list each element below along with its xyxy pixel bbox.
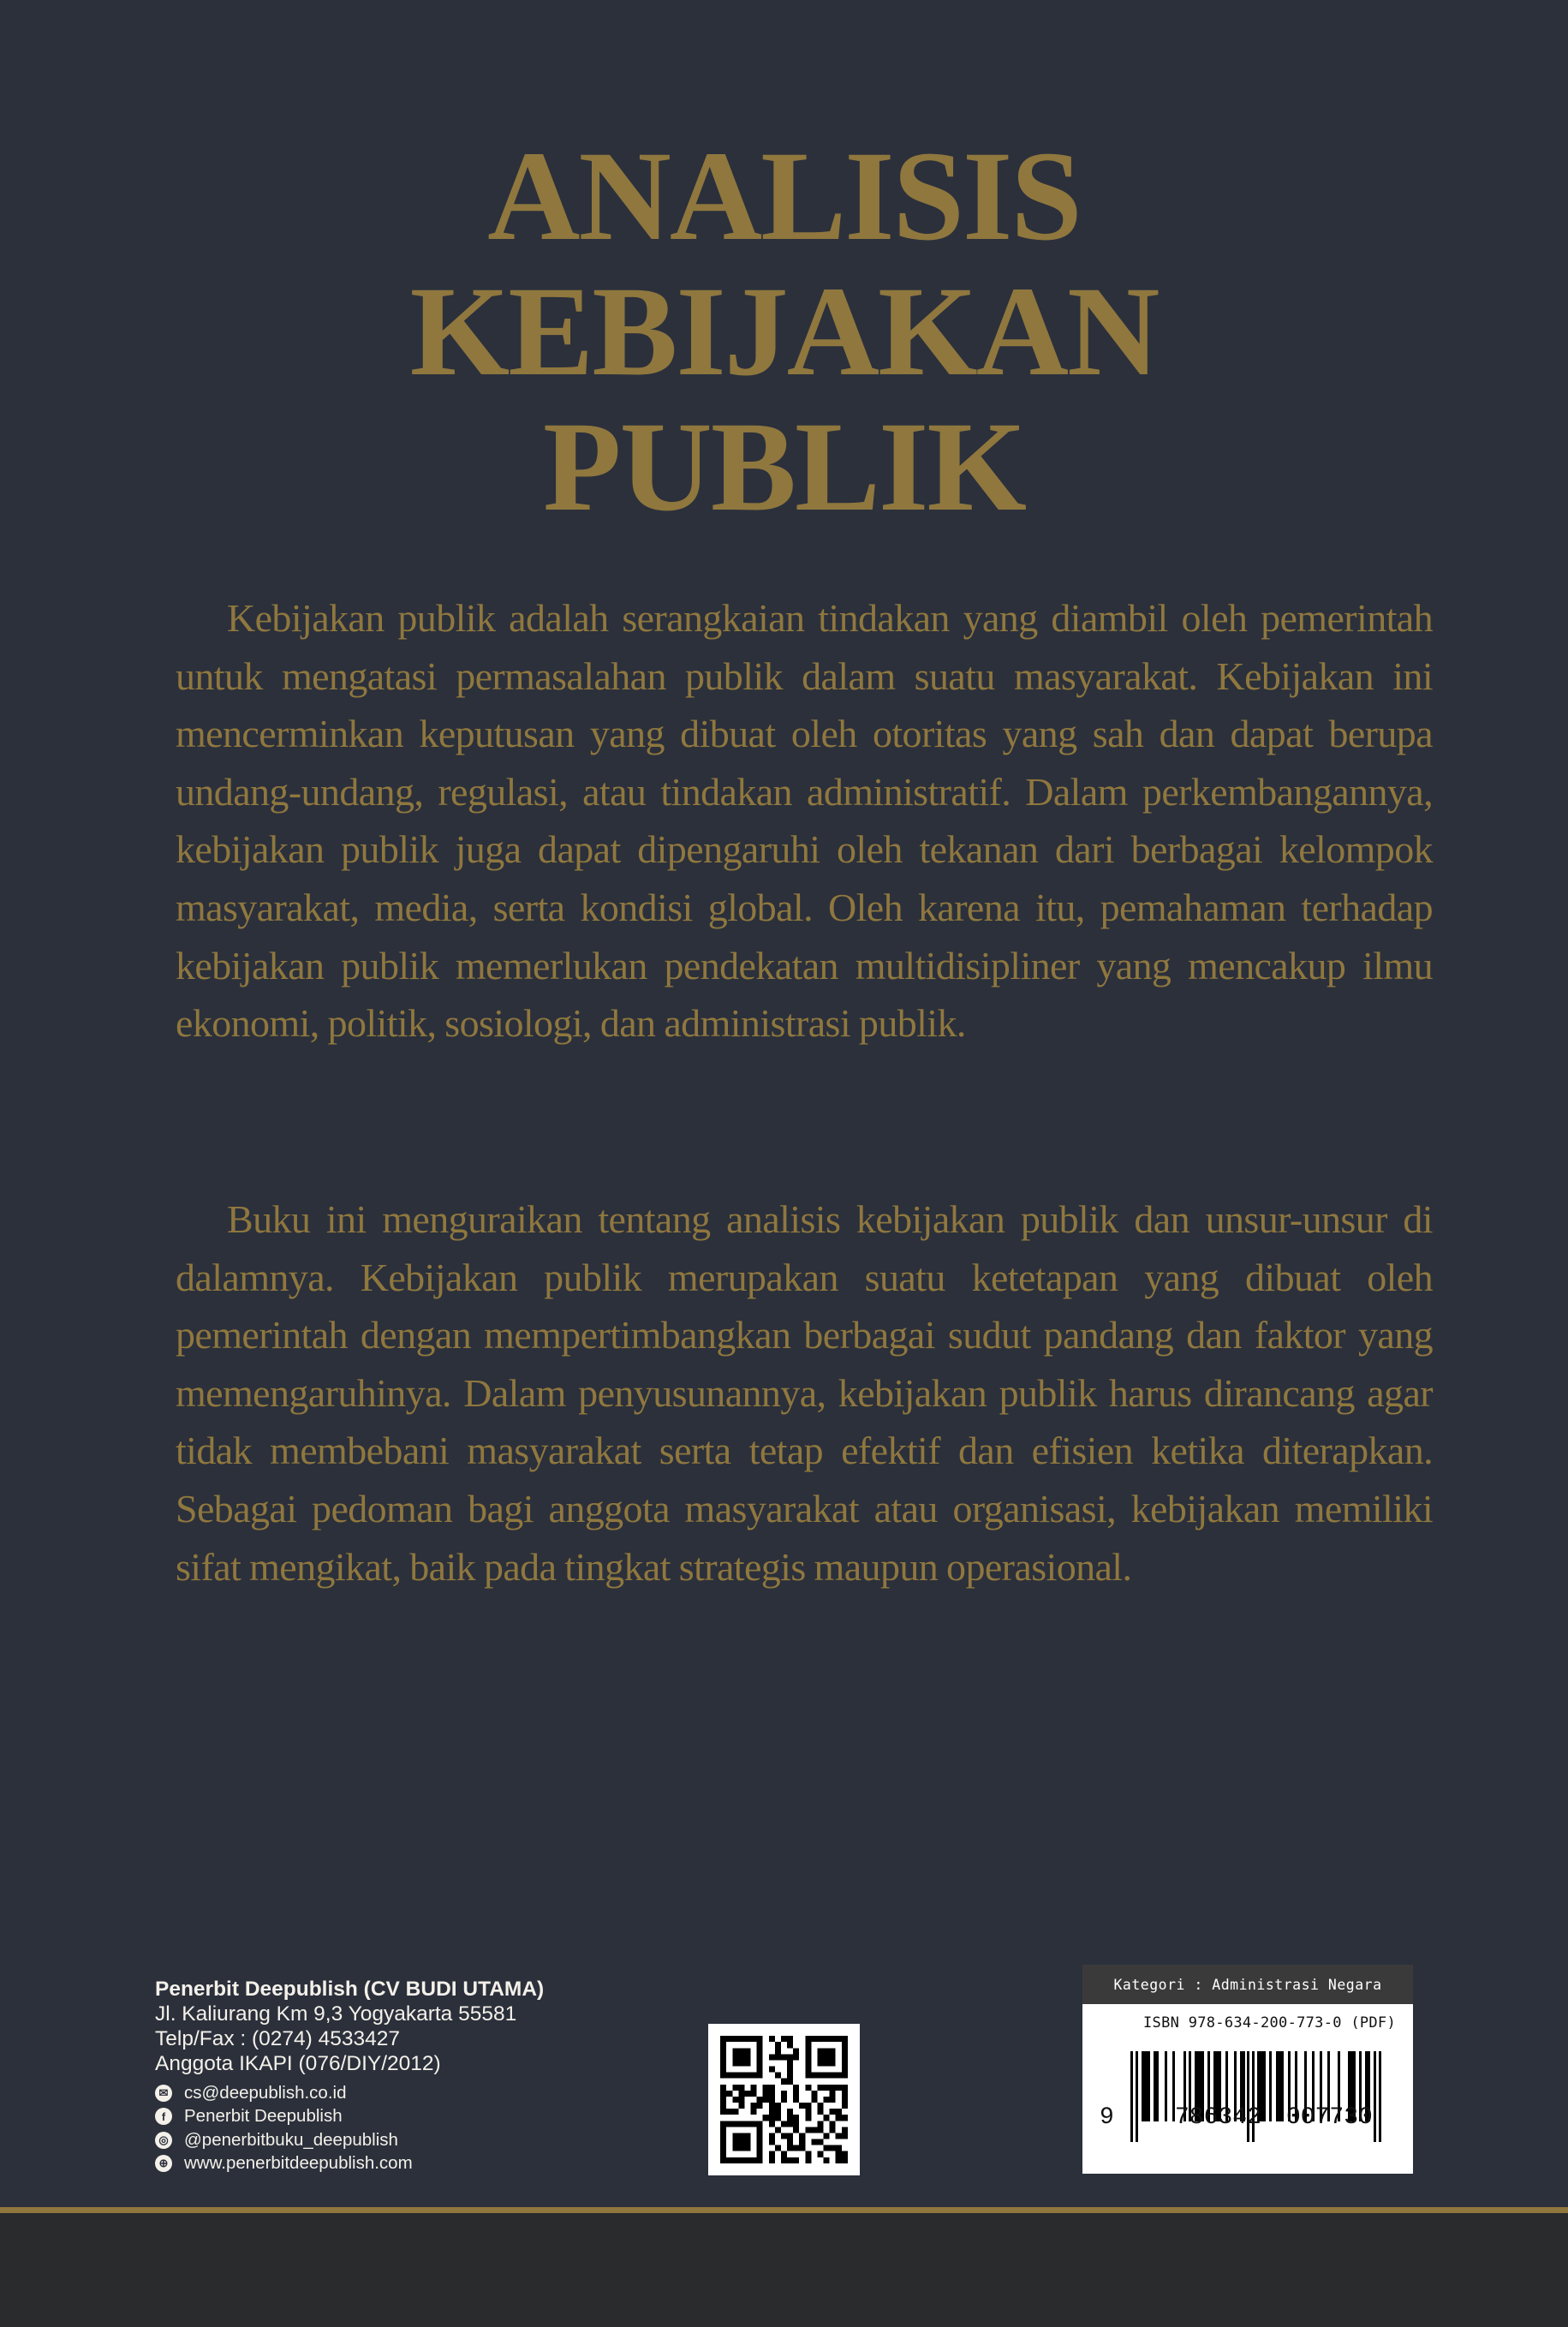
publisher-phone: Telp/Fax : (0274) 4533427 [155,2027,401,2050]
contact-website[interactable] [155,2152,544,2176]
contact-facebook-text: Penerbit Deepublish [184,2106,343,2127]
title-line-2: KEBIJAKAN [409,260,1159,403]
title-line-1: ANALISIS [487,125,1081,267]
title-line-3: PUBLIK [542,396,1026,538]
email-icon: ✉ [155,2085,172,2102]
contact-instagram[interactable] [155,2128,544,2152]
publisher-address: Jl. Kaliurang Km 9,3 Yogyakarta 55581 [155,2002,517,2026]
qr-code-icon [708,2024,860,2175]
synopsis-paragraph-2: Buku ini menguraikan tentang analisis kebijakan publik dan unsur-unsur di dalamnya. Kebijakan publik merupakan suatu ketetapan yang dibuat oleh pemerintah dengan mempertimbangkan berbagai sudut pandang dan faktor yang memengaruhinya. Dalam penyusunannya, kebijakan publik harus dirancang agar tidak membebani masyarakat serta tetap efektif dan efisien ketika diterapkan. Sebagai pedoman bagi anggota masyarakat atau organisasi, kebijakan memiliki sifat mengikat, baik pada tingkat strategis maupun operasional. [176,1197,1433,1589]
contact-email-text: cs@deepublish.co.id [184,2082,347,2103]
contact-facebook[interactable] [155,2105,544,2129]
synopsis-paragraph-1: Kebijakan publik adalah serangkaian tindakan yang diambil oleh pemerintah untuk mengatasi permasalahan publik dalam suatu masyarakat. Kebijakan ini mencerminkan keputusan yang dibuat oleh otoritas yang sah dan dapat berupa undang-undang, regulasi, atau tindakan administratif. Dalam perkembangannya, kebijakan publik juga dapat dipengaruhi oleh tekanan dari berbagai kelompok masyarakat, media, serta kondisi global. Oleh karena itu, pemahaman terhadap kebijakan publik memerlukan pendekatan multidisipliner yang mencakup ilmu ekonomi, politik, sosiologi, dan administrasi publik. [176,596,1433,1046]
footer-strip [0,2213,1568,2327]
isbn-barcode-box [1082,1965,1413,2174]
contact-list [155,2081,544,2175]
facebook-icon: f [155,2108,172,2125]
instagram-icon: ◎ [155,2132,172,2149]
qr-code[interactable] [708,2024,860,2175]
barcode-digits-left: 786342 [1175,2104,1261,2131]
publisher-membership: Anggota IKAPI (076/DIY/2012) [155,2052,441,2075]
globe-icon: ⊕ [155,2155,172,2172]
contact-website-text: www.penerbitdeepublish.com [184,2153,413,2174]
isbn-text: ISBN 978-634-200-773-0 (PDF) [1143,2014,1396,2032]
contact-instagram-text: @penerbitbuku_deepublish [184,2129,398,2150]
barcode-digit-prefix: 9 [1100,2104,1114,2131]
book-title [0,125,1568,538]
barcode-area [1082,2004,1413,2174]
gold-divider [0,2207,1568,2213]
category-label: Kategori : Administrasi Negara [1082,1965,1413,2004]
publisher-name: Penerbit Deepublish (CV BUDI UTAMA) [155,1978,545,2001]
barcode-digits-right: 007730 [1286,2104,1373,2131]
contact-email[interactable] [155,2081,544,2105]
publisher-info [155,1977,544,2175]
